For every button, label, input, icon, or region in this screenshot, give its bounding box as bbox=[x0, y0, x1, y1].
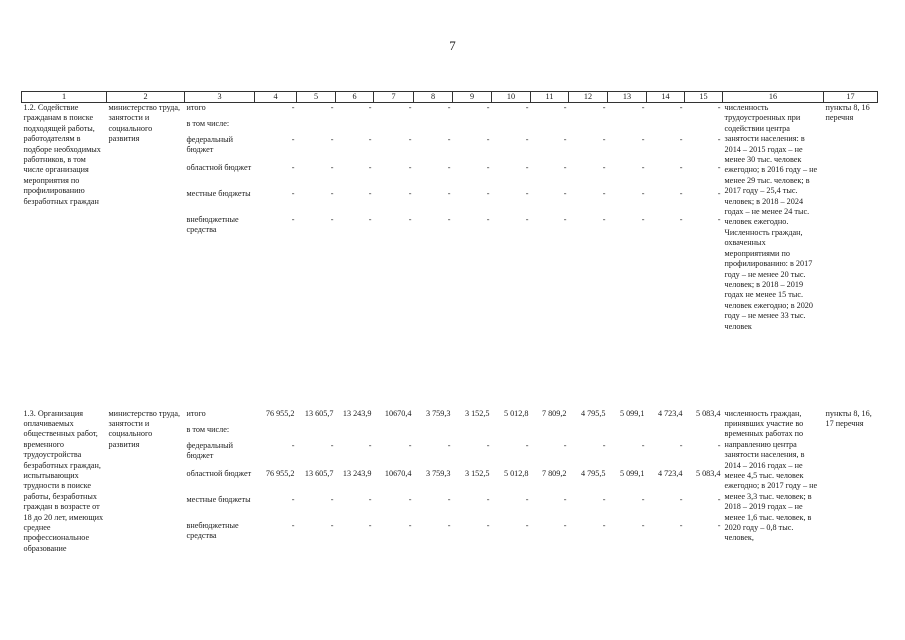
funding-value: - bbox=[408, 494, 412, 504]
reference-points: пункты 8, 16, 17 перечня bbox=[825, 408, 872, 428]
funding-value: - bbox=[291, 214, 295, 224]
funding-value: - bbox=[641, 520, 645, 530]
column-number-3: 3 bbox=[185, 92, 255, 103]
funding-value: 76 955,2 bbox=[265, 468, 295, 478]
column-number-17: 17 bbox=[824, 92, 878, 103]
funding-value: - bbox=[525, 214, 529, 224]
activity-name: 1.2. Содействие гражданам в поиске подходящей работы, работодателям в подборе необходимых работников, в том числе организация мероприятия по профилированию безработных граждан bbox=[23, 103, 101, 206]
funding-value: - bbox=[717, 494, 721, 504]
funding-value: - bbox=[330, 214, 334, 224]
funding-value: - bbox=[291, 134, 295, 144]
funding-value: - bbox=[291, 103, 295, 112]
funding-value bbox=[255, 425, 297, 441]
funding-value bbox=[297, 425, 336, 441]
funding-value: - bbox=[602, 440, 606, 450]
funding-value: 5 099,1 bbox=[619, 408, 645, 418]
funding-value: - bbox=[717, 188, 721, 198]
funding-value: - bbox=[717, 162, 721, 172]
funding-value: - bbox=[602, 134, 606, 144]
funding-value: - bbox=[368, 103, 372, 112]
activity-name: 1.3. Организация оплачиваемых общественных работ, временного трудоустройства безработных граждан, испытывающих трудности в поиске работы, безработных граждан в возрасте от 18 до 20 лет, имеющих среднее профессиональное образование bbox=[23, 408, 104, 553]
funding-value: - bbox=[563, 134, 567, 144]
funding-value bbox=[453, 119, 492, 135]
funding-value: 76 955,2 bbox=[265, 408, 295, 418]
funding-value: - bbox=[368, 188, 372, 198]
funding-value bbox=[647, 425, 685, 441]
funding-value: - bbox=[679, 520, 683, 530]
funding-value bbox=[531, 119, 569, 135]
spacer-cell bbox=[22, 395, 878, 409]
funding-value: 5 099,1 bbox=[619, 468, 645, 478]
funding-value: - bbox=[368, 162, 372, 172]
funding-value: - bbox=[486, 520, 490, 530]
funding-value: - bbox=[486, 440, 490, 450]
funding-value: 5 012,8 bbox=[503, 408, 529, 418]
funding-source-label: федеральный бюджет bbox=[186, 134, 234, 154]
funding-value: 4 723,4 bbox=[657, 468, 683, 478]
column-number-12: 12 bbox=[569, 92, 608, 103]
funding-value: - bbox=[679, 188, 683, 198]
funding-value: - bbox=[408, 103, 412, 112]
funding-source-label: итого bbox=[186, 103, 206, 112]
funding-value: - bbox=[368, 134, 372, 144]
funding-value: - bbox=[447, 188, 451, 198]
funding-value: 13 243,9 bbox=[342, 408, 372, 418]
funding-value: - bbox=[641, 134, 645, 144]
funding-value bbox=[297, 119, 336, 135]
page-number: 7 bbox=[449, 38, 456, 53]
funding-value: - bbox=[486, 494, 490, 504]
funding-value: - bbox=[408, 440, 412, 450]
funding-value: - bbox=[291, 440, 295, 450]
funding-value: - bbox=[679, 103, 683, 112]
funding-value: - bbox=[563, 188, 567, 198]
funding-value: 13 605,7 bbox=[304, 408, 334, 418]
funding-value: - bbox=[563, 494, 567, 504]
funding-value: - bbox=[447, 494, 451, 504]
funding-value: - bbox=[330, 520, 334, 530]
funding-value: - bbox=[486, 162, 490, 172]
executor: министерство труда, занятости и социального развития bbox=[108, 408, 181, 449]
funding-value: - bbox=[486, 134, 490, 144]
funding-source-label: местные бюджеты bbox=[186, 494, 251, 504]
funding-value: - bbox=[447, 440, 451, 450]
funding-value: - bbox=[641, 494, 645, 504]
funding-value bbox=[336, 425, 374, 441]
funding-value: - bbox=[525, 188, 529, 198]
table-row bbox=[22, 409, 878, 425]
funding-value bbox=[414, 425, 453, 441]
funding-value: - bbox=[447, 103, 451, 112]
funding-value: 7 809,2 bbox=[541, 408, 567, 418]
program-table bbox=[21, 91, 878, 599]
funding-source-label: внебюджетные средства bbox=[186, 520, 239, 540]
funding-value bbox=[608, 425, 647, 441]
column-number-11: 11 bbox=[531, 92, 569, 103]
funding-value: 5 083,4 bbox=[695, 468, 721, 478]
column-number-7: 7 bbox=[374, 92, 414, 103]
funding-value: - bbox=[408, 214, 412, 224]
funding-value: - bbox=[330, 188, 334, 198]
funding-value bbox=[336, 119, 374, 135]
table-body bbox=[22, 92, 878, 599]
funding-value bbox=[492, 425, 531, 441]
funding-value: - bbox=[641, 188, 645, 198]
funding-value: 13 605,7 bbox=[304, 468, 334, 478]
funding-value: - bbox=[563, 214, 567, 224]
funding-value: 4 795,5 bbox=[580, 468, 606, 478]
funding-value: - bbox=[602, 214, 606, 224]
funding-value: - bbox=[525, 440, 529, 450]
funding-value: - bbox=[447, 214, 451, 224]
funding-value: - bbox=[602, 494, 606, 504]
column-number-6: 6 bbox=[336, 92, 374, 103]
funding-value: - bbox=[525, 520, 529, 530]
funding-value: - bbox=[641, 162, 645, 172]
column-number-8: 8 bbox=[414, 92, 453, 103]
funding-value bbox=[255, 119, 297, 135]
column-number-14: 14 bbox=[647, 92, 685, 103]
funding-value: 10670,4 bbox=[384, 408, 412, 418]
funding-value bbox=[647, 119, 685, 135]
funding-value: - bbox=[525, 103, 529, 112]
funding-value bbox=[453, 425, 492, 441]
funding-value: - bbox=[486, 103, 490, 112]
funding-value: - bbox=[525, 134, 529, 144]
funding-value: 5 083,4 bbox=[695, 408, 721, 418]
funding-value: 3 759,3 bbox=[425, 408, 451, 418]
funding-value: - bbox=[641, 103, 645, 112]
funding-value: - bbox=[525, 494, 529, 504]
funding-source-label: в том числе: bbox=[186, 424, 230, 434]
funding-value bbox=[569, 425, 608, 441]
funding-value: - bbox=[368, 520, 372, 530]
funding-value: 13 243,9 bbox=[342, 468, 372, 478]
funding-source-label: внебюджетные средства bbox=[186, 214, 239, 234]
funding-value: - bbox=[679, 134, 683, 144]
column-number-15: 15 bbox=[685, 92, 723, 103]
funding-value: - bbox=[291, 520, 295, 530]
funding-value: 4 723,4 bbox=[657, 408, 683, 418]
funding-source-label: областной бюджет bbox=[186, 468, 252, 478]
funding-value: 7 809,2 bbox=[541, 468, 567, 478]
funding-value: - bbox=[717, 134, 721, 144]
funding-value: - bbox=[408, 134, 412, 144]
funding-value: - bbox=[563, 103, 567, 112]
table-row bbox=[22, 103, 878, 119]
funding-value: 3 152,5 bbox=[464, 468, 490, 478]
funding-value bbox=[685, 119, 723, 135]
funding-source-label: федеральный бюджет bbox=[186, 440, 234, 460]
funding-value: - bbox=[717, 440, 721, 450]
column-number-1: 1 bbox=[22, 92, 107, 103]
funding-source-label: местные бюджеты bbox=[186, 188, 251, 198]
funding-value: - bbox=[447, 162, 451, 172]
funding-value: - bbox=[717, 214, 721, 224]
funding-source-label: в том числе: bbox=[186, 118, 230, 128]
target-indicator: численность трудоустроенных при содействии центра занятости населения: в 2014 – 2015 годах – не менее 30 тыс. человек ежегодно; в 2016 году – не менее 29 тыс. человек; в 2017 году – 25,4 тыс. человек; в 2018 – 2024 годах – не менее 24 тыс. человек ежегодно. Численность граждан, охваченных мероприятиями по профилированию: в 2017 году – не менее 20 тыс. человек; в 2018 – 2019 годах не менее 15 тыс. человек ежегодно; в 2020 году – не менее 33 тыс. человек bbox=[724, 103, 818, 331]
column-number-2: 2 bbox=[107, 92, 185, 103]
funding-source-label: итого bbox=[186, 408, 206, 418]
funding-value: - bbox=[408, 162, 412, 172]
funding-value: - bbox=[486, 214, 490, 224]
funding-value: - bbox=[330, 494, 334, 504]
funding-value: - bbox=[602, 520, 606, 530]
funding-value: 10670,4 bbox=[384, 468, 412, 478]
funding-value: - bbox=[679, 162, 683, 172]
funding-value: - bbox=[330, 162, 334, 172]
funding-value: - bbox=[291, 162, 295, 172]
funding-value: - bbox=[330, 134, 334, 144]
funding-value bbox=[531, 425, 569, 441]
funding-value bbox=[374, 119, 414, 135]
funding-value: - bbox=[563, 162, 567, 172]
funding-value: - bbox=[330, 103, 334, 112]
funding-value: - bbox=[717, 103, 721, 112]
funding-value: - bbox=[679, 440, 683, 450]
funding-value: - bbox=[447, 134, 451, 144]
funding-value: - bbox=[330, 440, 334, 450]
funding-value: - bbox=[563, 520, 567, 530]
funding-value: - bbox=[291, 494, 295, 504]
funding-value: - bbox=[679, 494, 683, 504]
funding-value: - bbox=[291, 188, 295, 198]
column-number-13: 13 bbox=[608, 92, 647, 103]
executor: министерство труда, занятости и социального развития bbox=[108, 103, 181, 144]
funding-value: 3 152,5 bbox=[464, 408, 490, 418]
funding-value: - bbox=[602, 188, 606, 198]
funding-value: 4 795,5 bbox=[580, 408, 606, 418]
funding-source-label: областной бюджет bbox=[186, 162, 252, 172]
funding-value bbox=[492, 119, 531, 135]
column-number-9: 9 bbox=[453, 92, 492, 103]
funding-value: - bbox=[447, 520, 451, 530]
target-indicator: численность граждан, принявших участие во временных работах по направлению центра занятости населения, в 2014 – 2016 годах – не менее 4,5 тыс. человек ежегодно; в 2017 году – не менее 3,3 тыс. человек; в 2018 – 2019 годах – не менее 1,6 тыс. человек, в 2020 году – 0,8 тыс. человек, bbox=[724, 408, 818, 543]
funding-value: - bbox=[525, 162, 529, 172]
reference-points: пункты 8, 16 перечня bbox=[825, 103, 870, 123]
column-number-5: 5 bbox=[297, 92, 336, 103]
funding-value: - bbox=[368, 214, 372, 224]
funding-value bbox=[569, 119, 608, 135]
row-spacer bbox=[22, 395, 878, 409]
funding-value bbox=[608, 119, 647, 135]
funding-value: - bbox=[563, 440, 567, 450]
funding-value: - bbox=[408, 520, 412, 530]
funding-value: - bbox=[641, 214, 645, 224]
funding-value: - bbox=[602, 103, 606, 112]
funding-value: - bbox=[602, 162, 606, 172]
funding-value bbox=[414, 119, 453, 135]
funding-value: - bbox=[368, 494, 372, 504]
funding-value: - bbox=[486, 188, 490, 198]
funding-value: 5 012,8 bbox=[503, 468, 529, 478]
funding-value: - bbox=[679, 214, 683, 224]
funding-value: - bbox=[717, 520, 721, 530]
column-number-10: 10 bbox=[492, 92, 531, 103]
funding-value: 3 759,3 bbox=[425, 468, 451, 478]
column-number-4: 4 bbox=[255, 92, 297, 103]
funding-value: - bbox=[641, 440, 645, 450]
funding-value: - bbox=[408, 188, 412, 198]
column-number-16: 16 bbox=[723, 92, 824, 103]
funding-value bbox=[374, 425, 414, 441]
funding-value bbox=[685, 425, 723, 441]
funding-value: - bbox=[368, 440, 372, 450]
column-number-header-row bbox=[22, 92, 878, 103]
